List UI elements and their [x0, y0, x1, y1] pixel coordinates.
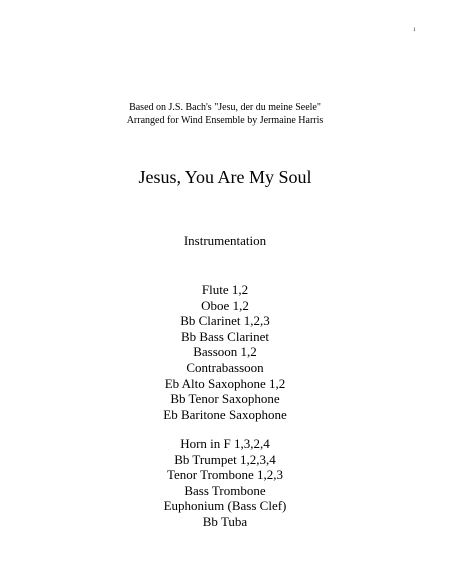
instrument-item: Tenor Trombone 1,2,3 — [166, 467, 284, 483]
instrument-item: Eb Alto Saxophone 1,2 — [164, 375, 286, 391]
arranger-line: Arranged for Wind Ensemble by Jermaine Harris — [126, 115, 324, 126]
instrument-item: Bb Tuba — [202, 513, 248, 529]
instrument-item: Flute 1,2 — [201, 282, 249, 297]
instrument-item: Bassoon 1,2 — [193, 344, 257, 360]
page-number: 1 — [413, 28, 416, 33]
piece-title: Jesus, You Are My Soul — [138, 167, 312, 187]
instrument-item: Bb Trumpet 1,2,3,4 — [174, 451, 276, 467]
based-on-line: Based on J.S. Bach's "Jesu, der du meine Seele" — [129, 102, 321, 113]
instrument-item: Bb Clarinet 1,2,3 — [180, 313, 270, 329]
instrument-item: Contrabassoon — [186, 359, 264, 375]
instrument-item: Bb Tenor Saxophone — [170, 391, 280, 407]
instrument-item: Horn in F 1,3,2,4 — [180, 436, 270, 451]
instrumentation-heading: Instrumentation — [183, 233, 267, 248]
credits-block — [0, 101, 450, 127]
brass-list — [0, 436, 450, 530]
instrument-item: Euphonium (Bass Clef) — [163, 498, 287, 514]
instrument-item: Oboe 1,2 — [201, 297, 249, 313]
instrument-item: Bass Trombone — [184, 482, 266, 498]
instrument-item: Bb Bass Clarinet — [180, 328, 270, 344]
instrument-item: Eb Baritone Saxophone — [163, 406, 287, 422]
woodwinds-list — [0, 282, 450, 422]
